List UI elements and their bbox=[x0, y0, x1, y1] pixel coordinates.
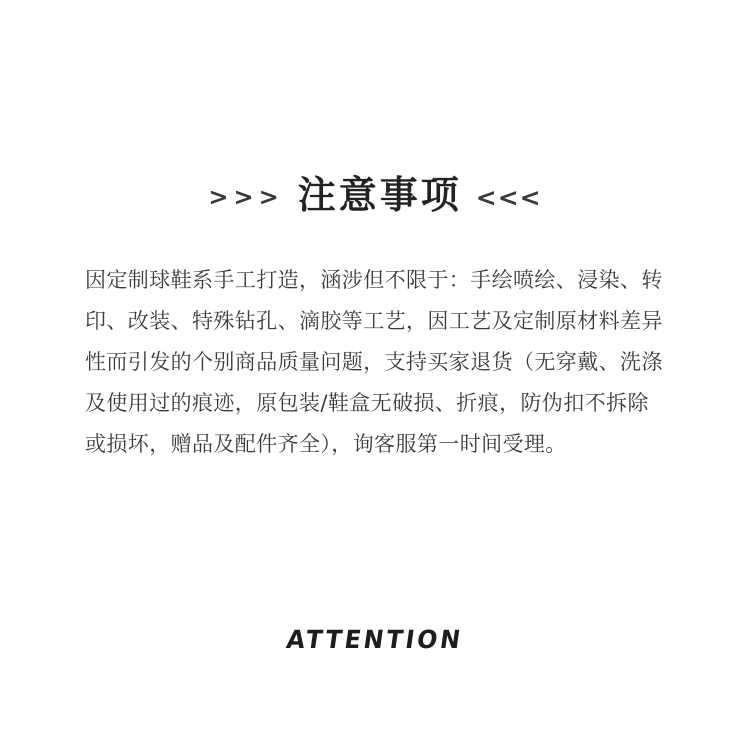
footer-wordmark: ATTENTION bbox=[284, 625, 466, 654]
page-title-text: 注意事项 bbox=[297, 173, 462, 217]
page-title bbox=[208, 173, 542, 217]
right-chevrons-icon: <<< bbox=[475, 182, 542, 212]
notice-body-text: 因定制球鞋系手工打造，涵涉但不限于：手绘喷绘、浸染、转印、改装、特殊钻孔、滴胶等工艺，因工艺及定制原材料差异性而引发的个别商品质量问题，支持买家退货（无穿戴、洗涤及使用过的痕迹，原包装/鞋盒无破损、折痕，防伪扣不拆除或损坏，赠品及配件齐全），询客服第一时间受理。 bbox=[85, 268, 663, 456]
footer bbox=[0, 625, 750, 654]
left-chevrons-icon: >>> bbox=[208, 183, 284, 211]
